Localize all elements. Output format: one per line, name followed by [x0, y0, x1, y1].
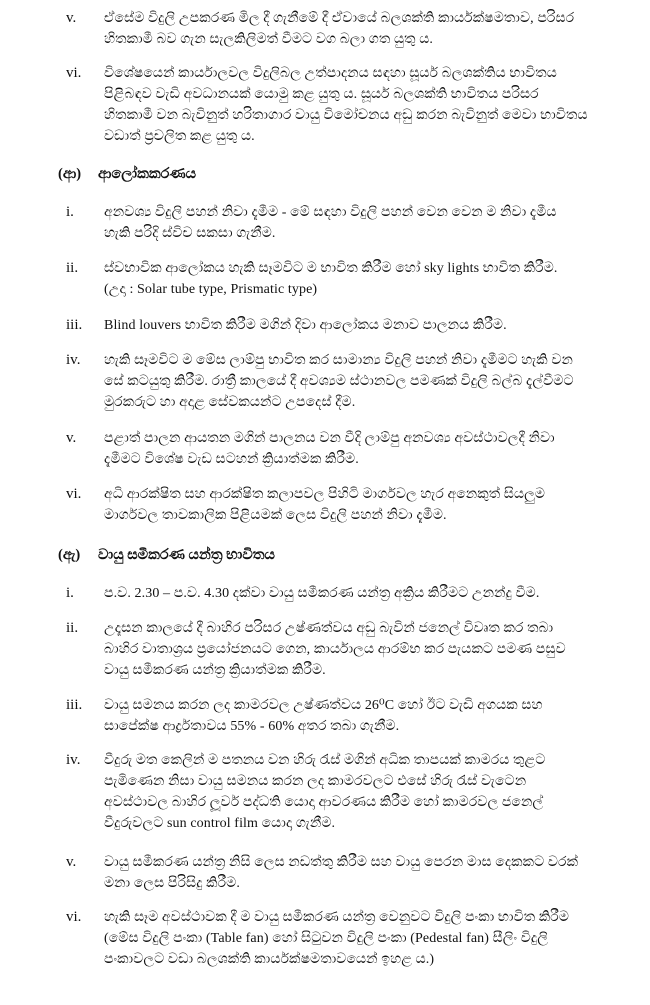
item-number: v. — [66, 430, 77, 446]
item-text — [104, 618, 624, 681]
text-line: මනා ලෙස පිරිසිදු කිරීම. — [104, 876, 240, 891]
item-number: ii. — [66, 260, 79, 276]
text-line: දැමීමට විශේෂ වැඩ සටහන් ක්‍රියාත්මක කිරීම. — [104, 452, 359, 467]
item-text — [104, 350, 624, 413]
text-line: වායු සමීකරණ යන්ත්‍ර නිසි ලෙස නඩත්තු කිරීම සහ වායු පෙරන මාස දෙකකට වරක් — [104, 855, 579, 870]
text-line: ස්වභාවික ආලෝකය හැකි සෑමවිට ම භාවිත කිරීම හෝ sky lights භාවිත කිරීම. — [104, 261, 558, 276]
text-line: පළාත් පාලන ආයතන මගින් පාලනය වන වීදි ලාම්පු අනවශ්‍ය අවස්ථාවලදී නිවා — [104, 431, 555, 446]
text-line: Blind louvers භාවිත කිරීම මගින් දිවා ආලෝකය මනාව පාලනය කිරීම. — [104, 318, 507, 333]
item-number: ii. — [66, 620, 79, 636]
item-number: iii. — [66, 697, 83, 713]
item-text — [104, 258, 624, 300]
text-line: ප.ව. 2.30 – ප.ව. 4.30 දක්වා වායු සමීකරණ යන්ත්‍ර අක්‍රිය කිරීමට උනන්දු වීම. — [104, 586, 540, 601]
text-line: වඩාත් ප්‍රචලිත කළ යුතු ය. — [104, 129, 255, 144]
item-number: i. — [66, 585, 74, 601]
text-line: හැකි සෑම අවස්ථාවක දී ම වායු සමීකරණ යන්ත්‍ර වෙනුවට විදුලි පංකා භාවිත කිරීම — [104, 910, 570, 925]
item-text — [104, 695, 624, 737]
item-text — [104, 750, 624, 834]
text-line: පංකාවලට වඩා බලශක්ති කාර්යක්ෂමතාවයෙන් ඉහළ ය.) — [104, 952, 435, 967]
item-text — [104, 202, 624, 244]
section-number: (ඇ) — [58, 547, 81, 563]
text-line: හිතකාමී බව ගැන සැලකිලිමත් වීමට වග බලා ගත යුතු ය. — [104, 32, 433, 47]
item-number: vi. — [66, 909, 82, 925]
text-line: වායු සමනය කරන ලද කාමරවල උෂ්ණත්වය 26⁰C හෝ ඊට වැඩි අගයක සහ — [104, 698, 543, 713]
item-number: iii. — [66, 317, 83, 333]
section-number: (ආ) — [58, 166, 82, 182]
section-title: ආලෝකකරණය — [98, 166, 197, 182]
text-line: (උදා : Solar tube type, Prismatic type) — [104, 282, 318, 297]
item-number: v. — [66, 854, 77, 870]
text-line: වීදුරුවලට sun control film යොදා ගැනීම. — [104, 816, 336, 831]
item-text — [104, 428, 624, 470]
item-text — [104, 63, 624, 147]
text-line: උදෑසන කාලයේ දී බාහිර පරිසර උෂ්ණත්වය අඩු බැවින් ජනෙල් විවෘත කර තබා — [104, 621, 554, 636]
item-text — [104, 583, 624, 604]
text-line: පැමිණෙන නිසා වායු සමනය කරන ලද කාමරවලට එසේ හිරු රැස් වැටෙන — [104, 774, 527, 789]
item-text — [104, 907, 624, 970]
text-line: සාපේක්ෂ ආර්ද්‍රතාවය 55% - 60% අතර තබා ගැනීම. — [104, 719, 400, 734]
item-number: iv. — [66, 352, 81, 368]
text-line: හිතකාමී වන බැවිනුත් හරිතාගාර වායු විමෝචනය අඩු කරන බැවිනුත් මෙවා භාවිතය — [104, 108, 588, 123]
item-number: iv. — [66, 752, 81, 768]
section-title: වායු සමීකරණ යන්ත්‍ර භාවිතය — [98, 547, 275, 563]
text-line: මාර්ගවල තාවකාලික පිළියමක් ලෙස විදුලි පහන් නිවා දැමීම. — [104, 508, 447, 523]
text-line: හැකි සෑමවිට ම මේස ලාම්පු භාවිත කර සාමාන්‍ය විදුලි පහන් නිවා දැමීමට හැකි වන — [104, 353, 573, 368]
text-line: අනවශ්‍ය විදුලි පහන් නිවා දැමීම - මේ සඳහා විදුලි පහන් වෙන වෙන ම නිවා දැමීය — [104, 205, 557, 220]
text-line: වීදුරු මත කෙලින් ම පතනය වන හිරු රැස් මගින් අධික තාපයක් කාමරය තුළට — [104, 753, 546, 768]
item-text — [104, 484, 624, 526]
item-text — [104, 315, 624, 336]
text-line: සේ කටයුතු කිරීම. රාත්‍රී කාලයේ දී අවශ්‍යම ස්ථානවල පමණක් විදුලි බල්බ දැල්වීමට — [104, 374, 574, 389]
text-line: පිළිබඳව වැඩි අවධානයක් යොමු කළ යුතු ය. සූර්ය බලශක්ති භාවිතය පරිසර — [104, 87, 539, 102]
text-line: විශේෂයෙන් කාර්යාලවල විදුලිබල උත්පාදනය සඳහා සූර්ය බලශක්තිය භාවිතය — [104, 66, 557, 81]
text-line: වායු සමීකරණ යන්ත්‍ර ක්‍රියාත්මක කිරීම. — [104, 663, 326, 678]
text-line: බාහිර වාතාශ්‍රය ප්‍රයෝජනයට ගෙන, කාර්යාලය ආරම්භ කර පැයකට පමණ පසුව — [104, 642, 566, 657]
item-number: i. — [66, 204, 74, 220]
item-number: vi. — [66, 65, 82, 81]
text-line: හැකි පරිදි ස්විච සකසා ගැනීම. — [104, 226, 276, 241]
item-number: v. — [66, 10, 77, 26]
item-text — [104, 852, 624, 894]
text-line: අවස්ථාවල බාහිර ලූවර් පද්ධති යොදා ආවරණය කිරීම හෝ කාමරවල ජනෙල් — [104, 795, 544, 810]
text-line: අධි ආරක්ෂිත සහ ආරක්ෂිත කලාපවල පිහිටි මාර්ගවල හැර අනෙකුත් සියලුම — [104, 487, 546, 502]
text-line: ඒසේම විදුලි උපකරණ මිල දී ගැනීමේ දී ඒවායේ බලශක්ති කාර්යක්ෂමතාව, පරිසර — [104, 11, 575, 26]
item-number: vi. — [66, 486, 82, 502]
text-line: මුරකරුට හා අදාළ සේවකයන්ට උපදෙස් දීම. — [104, 395, 356, 410]
item-text — [104, 8, 624, 50]
text-line: (මේස විදුලි පංකා (Table fan) හෝ සිටුවන විදුලි පංකා (Pedestal fan) සීලිං විදුලි — [104, 931, 549, 946]
